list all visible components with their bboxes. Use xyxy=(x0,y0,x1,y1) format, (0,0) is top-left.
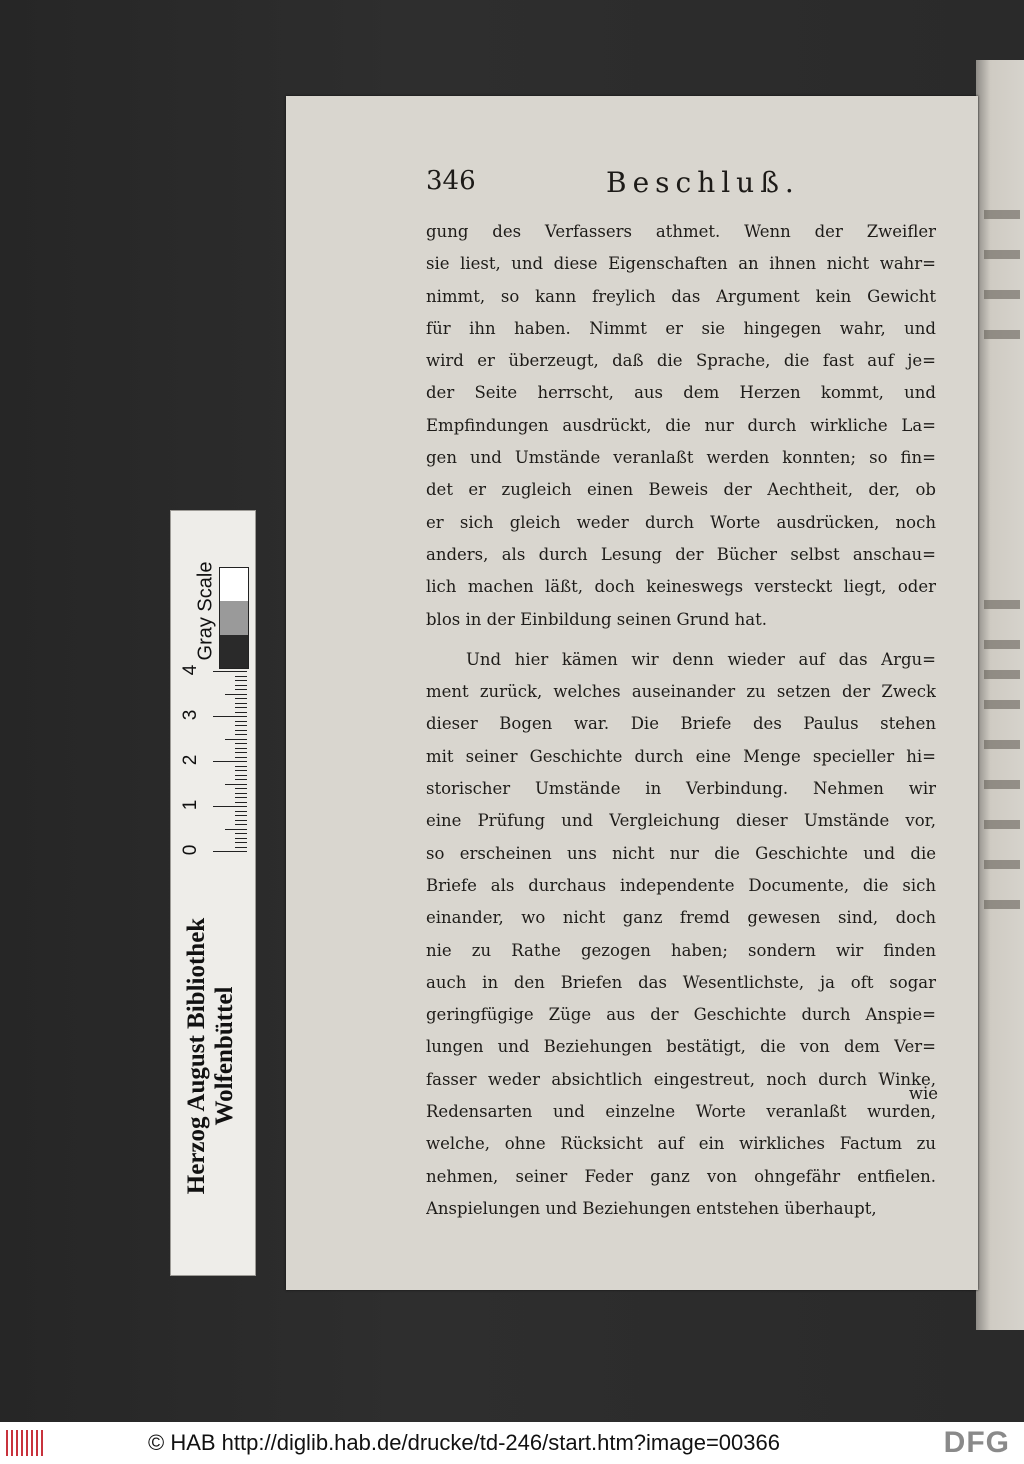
text-line: sie liest, und diese Eigenschaften an ihnen nicht wahr= xyxy=(426,254,936,274)
ruler-tick xyxy=(235,797,247,798)
text-line: dieser Bogen war. Die Briefe des Paulus stehen xyxy=(426,714,936,734)
ruler-tick xyxy=(235,748,247,749)
institution-text: Herzog August Bibliothek Wolfenbüttel xyxy=(183,917,238,1195)
ruler-tick xyxy=(235,721,247,722)
ruler-tick xyxy=(213,806,247,807)
text-line: lich machen läßt, doch keineswegs versteckt liegt, oder xyxy=(426,577,936,597)
gray-swatch xyxy=(220,568,248,601)
adjacent-text-fragment xyxy=(984,820,1020,829)
ruler-tick xyxy=(235,815,247,816)
text-line: anders, als durch Lesung der Bücher selbst anschau= xyxy=(426,544,936,564)
adjacent-page-edge xyxy=(976,60,1024,1330)
ruler-tick xyxy=(235,775,247,776)
ruler-tick xyxy=(235,757,247,758)
ruler-tick xyxy=(235,712,247,713)
viewer-footer xyxy=(0,1422,1024,1464)
text-line: auch in den Briefen das Wesentlichste, ja oft sogar xyxy=(426,972,936,992)
page-header xyxy=(426,166,946,206)
ruler-tick xyxy=(235,788,247,789)
gray-scale-text: Gray Scale xyxy=(194,561,217,661)
text-line: nehmen, seiner Feder ganz von ohngefähr entfielen. xyxy=(426,1166,936,1186)
adjacent-text-fragment xyxy=(984,640,1020,649)
text-line: so erscheinen uns nicht nur die Geschichte und die xyxy=(426,843,936,863)
ruler-number: 3 xyxy=(180,709,201,721)
ruler-number: 0 xyxy=(180,844,201,856)
text-line: Empfindungen ausdrückt, die nur durch wirkliche La= xyxy=(426,415,936,435)
text-line: welche, ohne Rücksicht auf ein wirkliches Factum zu xyxy=(426,1134,936,1154)
ruler-tick xyxy=(235,779,247,780)
ruler-tick xyxy=(225,829,247,830)
ruler-tick xyxy=(235,793,247,794)
adjacent-text-fragment xyxy=(984,670,1020,679)
ruler-tick xyxy=(235,707,247,708)
text-line: ment zurück, welches auseinander zu setzen der Zweck xyxy=(426,682,936,702)
page-number: 346 xyxy=(426,166,476,196)
text-line: nimmt, so kann freylich das Argument kein Gewicht xyxy=(426,286,936,306)
ruler-tick xyxy=(235,689,247,690)
color-scale-ruler xyxy=(170,510,256,1276)
ruler-tick xyxy=(235,811,247,812)
text-line: für ihn haben. Nimmt er sie hingegen wahr, und xyxy=(426,318,936,338)
text-line: fasser weder absichtlich eingestreut, noch durch Winke, xyxy=(426,1069,936,1089)
adjacent-text-fragment xyxy=(984,600,1020,609)
ruler-tick xyxy=(235,734,247,735)
ruler-tick xyxy=(235,676,247,677)
text-line: er sich gleich weder durch Worte ausdrücken, noch xyxy=(426,512,936,532)
text-line: einander, wo nicht ganz fremd gewesen sind, doch xyxy=(426,908,936,928)
text-line: mit seiner Geschichte durch eine Menge specieller hi= xyxy=(426,746,936,766)
ruler-tick xyxy=(235,752,247,753)
text-line: storischer Umstände in Verbindung. Nehmen wir xyxy=(426,779,936,799)
ruler-tick xyxy=(225,784,247,785)
text-line: Briefe als durchaus independente Documente, die sich xyxy=(426,875,936,895)
ruler-number: 1 xyxy=(180,799,201,811)
adjacent-text-fragment xyxy=(984,210,1020,219)
gray-swatch xyxy=(220,601,248,634)
body-text xyxy=(426,216,936,1225)
text-line: gen und Umstände veranlaßt werden konnten; so fin= xyxy=(426,448,936,468)
text-line: Anspielungen und Beziehungen entstehen überhaupt, xyxy=(426,1198,877,1218)
ruler-tick xyxy=(235,833,247,834)
text-line: geringfügige Züge aus der Geschichte durch Anspie= xyxy=(426,1005,936,1025)
ruler-tick xyxy=(235,703,247,704)
adjacent-text-fragment xyxy=(984,780,1020,789)
gray-swatch xyxy=(220,635,248,668)
gray-scale-label xyxy=(191,561,221,661)
adjacent-text-fragment xyxy=(984,700,1020,709)
dfg-logo: DFG xyxy=(943,1426,1010,1459)
text-line: lungen und Beziehungen bestätigt, die von dem Ver= xyxy=(426,1037,936,1057)
text-line: eine Prüfung und Vergleichung dieser Umstände vor, xyxy=(426,811,936,831)
adjacent-text-fragment xyxy=(984,900,1020,909)
text-line: gung des Verfassers athmet. Wenn der Zweifler xyxy=(426,222,936,241)
adjacent-text-fragment xyxy=(984,740,1020,749)
ruler-tick xyxy=(235,743,247,744)
text-line: der Seite herrscht, aus dem Herzen kommt, und xyxy=(426,383,936,403)
text-line: blos in der Einbildung seinen Grund hat. xyxy=(426,609,768,629)
ruler-number: 2 xyxy=(180,754,201,766)
ruler-tick xyxy=(213,761,247,762)
ruler-tick xyxy=(225,739,247,740)
ruler-tick xyxy=(235,802,247,803)
paragraph-gap xyxy=(426,636,936,644)
institution-label xyxy=(181,841,241,1271)
ruler-tick xyxy=(235,770,247,771)
ruler-tick xyxy=(235,680,247,681)
footer-credit-link[interactable]: © HAB http://diglib.hab.de/drucke/td-246/start.htm?image=00366 xyxy=(148,1430,780,1455)
catchword: wie xyxy=(908,1084,938,1103)
ruler-ticks xyxy=(179,664,247,856)
adjacent-text-fragment xyxy=(984,290,1020,299)
text-line: Und hier kämen wir denn wieder auf das Argu= xyxy=(466,649,936,669)
ruler-tick xyxy=(235,685,247,686)
ruler-tick xyxy=(235,725,247,726)
ruler-tick xyxy=(235,766,247,767)
book-page xyxy=(286,96,978,1290)
ruler-tick xyxy=(235,698,247,699)
text-line: nie zu Rathe gezogen haben; sondern wir finden xyxy=(426,940,936,960)
ruler-tick xyxy=(235,824,247,825)
ruler-tick xyxy=(213,716,247,717)
running-head: Beschluß. xyxy=(606,166,800,199)
ruler-tick xyxy=(213,671,247,672)
text-line: Redensarten und einzelne Worte veranlaßt wurden, xyxy=(426,1102,936,1122)
ruler-tick xyxy=(235,730,247,731)
ruler-tick xyxy=(225,694,247,695)
adjacent-text-fragment xyxy=(984,860,1020,869)
text-line: det er zugleich einen Beweis der Aechtheit, der, ob xyxy=(426,480,936,500)
adjacent-text-fragment xyxy=(984,330,1020,339)
adjacent-text-fragment xyxy=(984,250,1020,259)
gray-scale-swatches xyxy=(219,567,249,669)
text-line: wird er überzeugt, daß die Sprache, die fast auf je= xyxy=(426,351,936,371)
ruler-tick xyxy=(235,820,247,821)
ruler-tick xyxy=(235,838,247,839)
ruler-number: 4 xyxy=(180,664,201,676)
hab-barcode-logo-icon xyxy=(6,1430,44,1456)
